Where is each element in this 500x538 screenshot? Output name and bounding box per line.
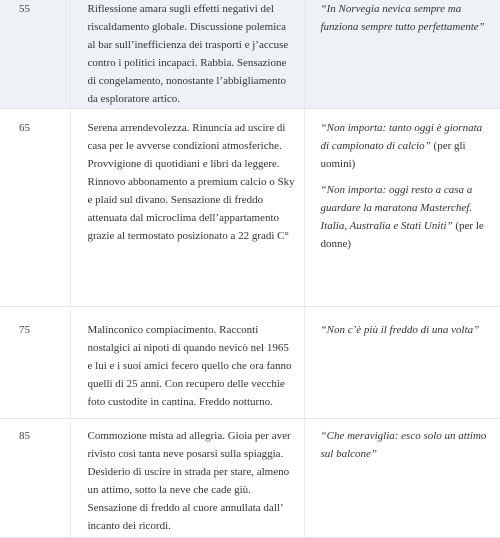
age-value: 55: [19, 3, 30, 15]
age-value: 65: [19, 122, 30, 134]
age-value: 75: [19, 324, 30, 336]
description-text: Serena arrendevolezza. Rinuncia ad uscire di casa per le avverse condizioni atmosferiche. Provvigione di quotidiani e libri da leggere. Rinnovo abbonamento a premium calcio o Sky e plaid sul divano. Sensazione di freddo attenuata dal microclima dell’appartamento grazie al termostato posizionato a 22 gradi C°: [87, 122, 295, 242]
description-cell: [70, 419, 304, 538]
quote-cell: [304, 419, 500, 538]
quote-cell: [304, 0, 500, 109]
age-cell: [0, 307, 70, 419]
table-row: [0, 0, 500, 109]
description-text: Malinconico compiacimento. Racconti nostalgici ai nipoti di quando nevicò nel 1965 e lui e i suoi amici fecero quello che ora fanno quelli di 25 anni. Con recupero delle vecchie foto custodite in cantina. Freddo notturno.: [87, 324, 292, 408]
quote-text: “Non importa: oggi resto a casa a guardare la maratona Masterchef. Italia, Australia e Stati Uniti”: [320, 184, 473, 232]
quote-text: “Che meraviglia: esco solo un attimo sul balcone”: [320, 430, 487, 460]
quote: [321, 427, 491, 463]
age-value: 85: [19, 430, 30, 442]
description-cell: [70, 0, 304, 109]
quote-cell: [304, 109, 500, 307]
description-text: Riflessione amara sugli effetti negativi del riscaldamento globale. Discussione polemica al bar sull’inefficienza dei trasporti e j’accuse contro i politici incapaci. Rabbia. Sensazione di congelamento, nonostante l’abbigliamento da esploratore artico.: [87, 3, 289, 105]
quote-text: “Non importa: tanto oggi è giornata di campionato di calcio”: [320, 122, 483, 152]
table-row: [0, 307, 500, 419]
quote: [321, 321, 491, 339]
quote: [321, 0, 491, 36]
table-row: [0, 419, 500, 538]
quote-text: “In Norvegia nevica sempre ma funziona sempre tutto perfettamente”: [320, 3, 485, 33]
description-cell: [70, 307, 304, 419]
quote-suffix: (per gli uomini): [320, 140, 466, 170]
quote-text: “Non c’è più il freddo di una volta”: [320, 324, 480, 336]
quote: [321, 119, 491, 173]
age-cell: [0, 419, 70, 538]
table-row: [0, 109, 500, 307]
quote: [321, 181, 491, 253]
quote-suffix: (per le donne): [320, 220, 484, 250]
quote-cell: [304, 307, 500, 419]
description-cell: [70, 109, 304, 307]
description-text: Commozione mista ad allegria. Gioia per aver rivisto così tanta neve posarsi sulla spiaggia. Desiderio di uscire in strada per stare, almeno un attimo, sotto la neve che cade giù. Sensazione di freddo al cuore annullata dall’ incanto dei ricordi.: [87, 430, 291, 532]
age-cell: [0, 109, 70, 307]
age-cell: [0, 0, 70, 109]
